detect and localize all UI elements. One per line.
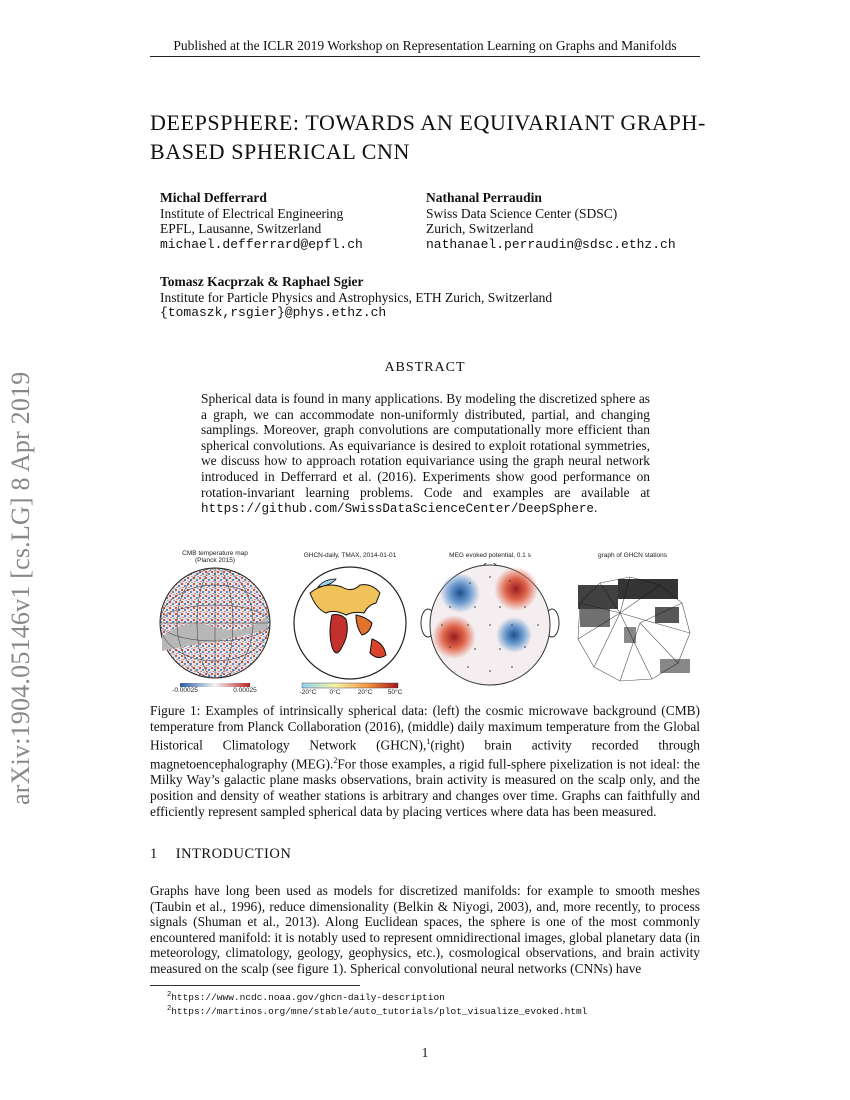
footnote-mark: 2 (167, 1005, 172, 1013)
figure-panel-station-graph (560, 545, 705, 695)
figure-caption (150, 703, 700, 819)
colorbar-min-label: -0.00025 (172, 687, 198, 694)
author-affiliation: Swiss Data Science Center (SDSC) (426, 205, 618, 221)
author-location: EPFL, Lausanne, Switzerland (160, 221, 322, 236)
section-title: INTRODUCTION (175, 846, 292, 862)
author-block-1 (160, 190, 363, 252)
header-rule (150, 56, 700, 57)
footnote (167, 991, 445, 1003)
caption-text: Examples of intrinsically spherical data: (left) the cosmic microwave background (CMB) temperature from Planck Collaboration (2016), (middle) daily maximum temperature from the Global Historical Climatology Network (GHCN), (150, 703, 700, 753)
author-name: Michal Defferrard (160, 190, 267, 205)
figure-panel-cmb (145, 545, 285, 695)
code-link[interactable]: https://github.com/SwissDataScienceCenter/DeepSphere (201, 502, 594, 517)
abstract-heading: ABSTRACT (384, 360, 466, 375)
section-heading (150, 846, 291, 863)
footnote-ref[interactable]: 2 (333, 756, 338, 766)
station-graph (560, 563, 705, 695)
author-affiliation: Institute of Electrical Engineering (160, 205, 344, 221)
caption-label: Figure 1: (150, 703, 201, 718)
author-email[interactable]: nathanael.perraudin@sdsc.ethz.ch (426, 236, 676, 252)
author-email[interactable]: {tomaszk,rsgier}@phys.ethz.ch (160, 305, 387, 320)
arxiv-stamp[interactable]: arXiv:1904.05146v1 [cs.LG] 8 Apr 2019 (6, 371, 35, 805)
author-block-2 (426, 190, 676, 252)
footnote (167, 1005, 587, 1017)
cmb-sphere (145, 565, 285, 695)
author-email[interactable]: michael.defferrard@epfl.ch (160, 236, 363, 252)
author-name: Nathanal Perraudin (426, 190, 542, 205)
colorbar-max-label: 0.00025 (233, 687, 257, 694)
colorbar-tick: 0°C (329, 689, 341, 696)
ghcn-globe (280, 563, 420, 695)
author-location: Zurich, Switzerland (426, 221, 534, 236)
title-line-2: BASED SPHERICAL CNN (150, 139, 410, 164)
colorbar-tick: -20°C (299, 689, 317, 696)
panel-title: GHCN-daily, TMAX, 2014-01-01 (303, 552, 397, 559)
meg-head-map (420, 563, 560, 695)
caption-text: For those examples, a rigid full-sphere pixelization is not ideal: the Milky Way’s galactic plane masks observations, brain activity is measured on the scalp only, and the position and density of weather stations is arbitrary and changes over time. Graphs can faithfully and efficiently represent sampled spherical data by placing vertices where data has been measured. (150, 756, 700, 819)
figure-panel-meg (420, 545, 560, 695)
footnote-url[interactable]: https://martinos.org/mne/stable/auto_tutorials/plot_visualize_evoked.html (171, 1006, 588, 1018)
figure-1 (145, 545, 705, 695)
footnote-mark: 2 (167, 991, 172, 999)
figure-panel-ghcn-temperature (280, 545, 420, 695)
panel-title: MEG evoked potential, 0.1 s (449, 552, 531, 559)
title-line-1: DEEPSPHERE: TOWARDS AN EQUIVARIANT GRAPH- (150, 110, 706, 135)
panel-subtitle: (Planck 2015) (194, 557, 236, 564)
paper-title (150, 108, 710, 166)
abstract-end: . (594, 500, 598, 516)
author-name: Tomasz Kacprzak & Raphael Sgier (160, 274, 364, 289)
panel-title: CMB temperature map (182, 550, 248, 557)
section-number: 1 (150, 846, 158, 862)
running-header: Published at the ICLR 2019 Workshop on Representation Learning on Graphs and Manifolds (173, 38, 677, 53)
footnote-ref[interactable]: 1 (426, 737, 431, 747)
author-affiliation: Institute for Particle Physics and Astrophysics, ETH Zurich, Switzerland (160, 289, 553, 305)
footnote-url[interactable]: https://www.ncdc.noaa.gov/ghcn-daily-description (171, 992, 445, 1004)
abstract-text (201, 391, 650, 518)
colorbar-tick: 50°C (387, 689, 403, 696)
footnote-rule (150, 985, 360, 986)
caption-text: (right) brain activity recorded through magnetoencephalography (MEG). (150, 737, 700, 772)
author-block-3 (160, 274, 552, 321)
abstract-body: Spherical data is found in many applications. By modeling the discretized sphere as a graph, we can accommodate non-uniformly distributed, partial, and changing samplings. Moreover, graph convolutions are computationally more efficient than spherical convolutions. As equivariance is desired to exploit rotational symmetries, we discuss how to approach rotation equivariance using the graph neural network introduced in Defferrard et al. (2016). Experiments show good performance on rotation-invariant learning problems. Code and examples are available at (201, 391, 650, 500)
intro-paragraph: Graphs have long been used as models for discretized manifolds: for example to smooth meshes (Taubin et al., 1996), reduce dimensionality (Belkin & Niyogi, 2003), and, more recently, to process signals (Shuman et al., 2013). Along Euclidean spaces, the sphere is one of the most commonly encountered manifold: it is notably used to represent omnidirectional images, global planetary data (in meteorology, climatology, geology, geophysics, etc.), cosmological observations, and brain activity measured on the scalp (see figure 1). Spherical convolutional neural networks (CNNs) have (150, 883, 700, 976)
page-number: 1 (421, 1045, 429, 1060)
colorbar-tick: 20°C (357, 689, 373, 696)
panel-title: graph of GHCN stations (597, 552, 667, 559)
